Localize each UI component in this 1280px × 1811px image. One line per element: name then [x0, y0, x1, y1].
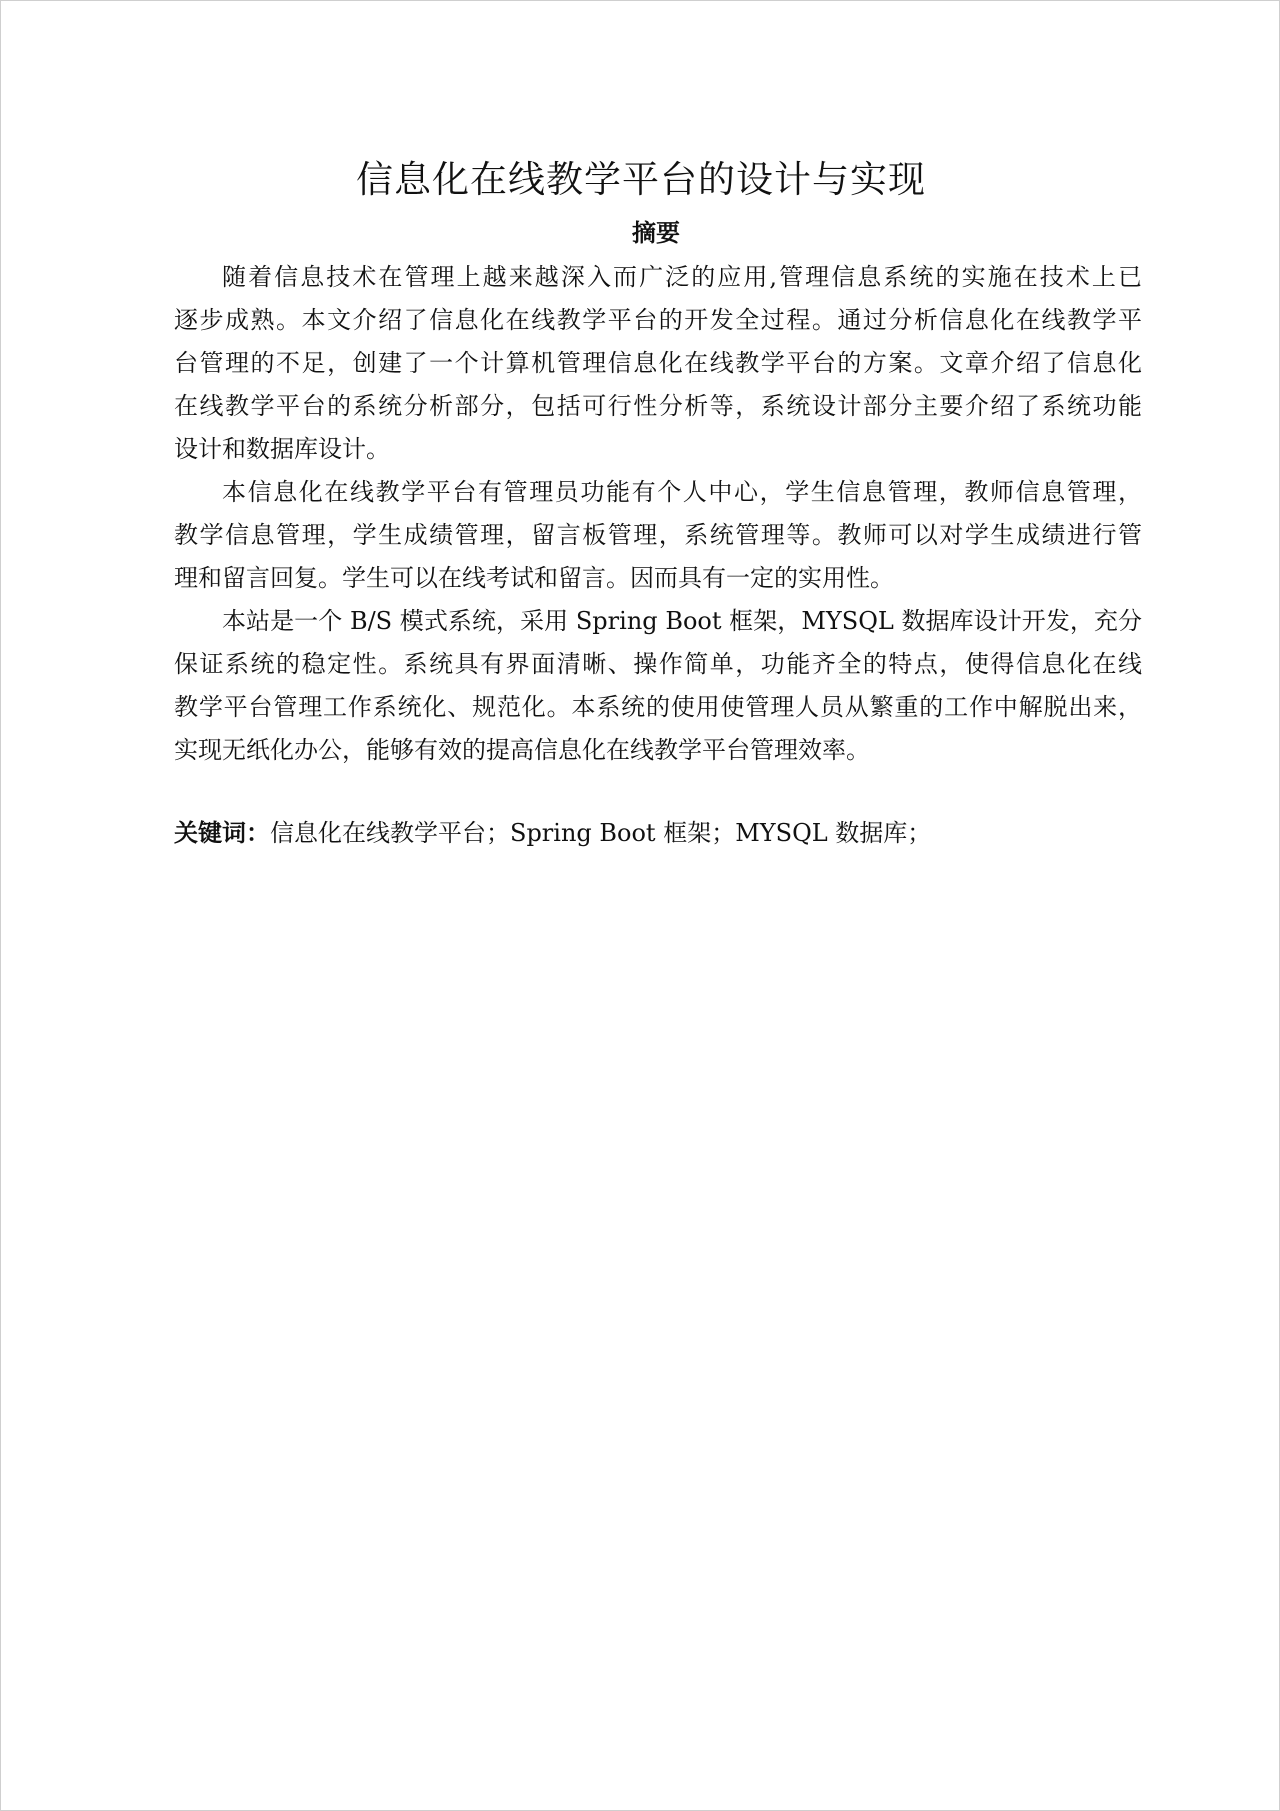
- abstract-paragraph: [174, 471, 1142, 600]
- keywords-text: 信息化在线教学平台；Spring Boot 框架；MYSQL 数据库；: [270, 819, 932, 847]
- paragraph-line: 教学平台管理工作系统化、规范化。本系统的使用使管理人员从繁重的工作中解脱出来，: [174, 693, 1142, 721]
- paragraph-line: 台管理的不足，创建了一个计算机管理信息化在线教学平台的方案。文章介绍了信息化: [174, 349, 1142, 377]
- keywords-label: 关键词：: [174, 819, 270, 847]
- abstract-heading: 摘要: [632, 219, 680, 247]
- paragraph-line: 保证系统的稳定性。系统具有界面清晰、操作简单，功能齐全的特点，使得信息化在线: [174, 650, 1142, 678]
- paragraph-line: 理和留言回复。学生可以在线考试和留言。因而具有一定的实用性。: [174, 564, 894, 592]
- paragraph-line: 本站是一个 B/S 模式系统，采用 Spring Boot 框架，MYSQL 数据库设计开发，充分: [222, 607, 1142, 635]
- abstract-paragraph: [174, 600, 1142, 772]
- paragraph-line: 随着信息技术在管理上越来越深入而广泛的应用,管理信息系统的实施在技术上已: [222, 263, 1142, 291]
- abstract-body: [174, 256, 1142, 772]
- keywords-line: [174, 812, 931, 855]
- paragraph-line: 教学信息管理，学生成绩管理，留言板管理，系统管理等。教师可以对学生成绩进行管: [174, 521, 1142, 549]
- paragraph-line: 实现无纸化办公，能够有效的提高信息化在线教学平台管理效率。: [174, 736, 870, 764]
- document-title: 信息化在线教学平台的设计与实现: [356, 158, 926, 201]
- paragraph-line: 设计和数据库设计。: [174, 435, 390, 463]
- paragraph-line: 在线教学平台的系统分析部分，包括可行性分析等，系统设计部分主要介绍了系统功能: [174, 392, 1142, 420]
- paragraph-line: 逐步成熟。本文介绍了信息化在线教学平台的开发全过程。通过分析信息化在线教学平: [174, 306, 1142, 334]
- paragraph-line: 本信息化在线教学平台有管理员功能有个人中心，学生信息管理，教师信息管理，: [222, 478, 1142, 506]
- abstract-paragraph: [174, 256, 1142, 471]
